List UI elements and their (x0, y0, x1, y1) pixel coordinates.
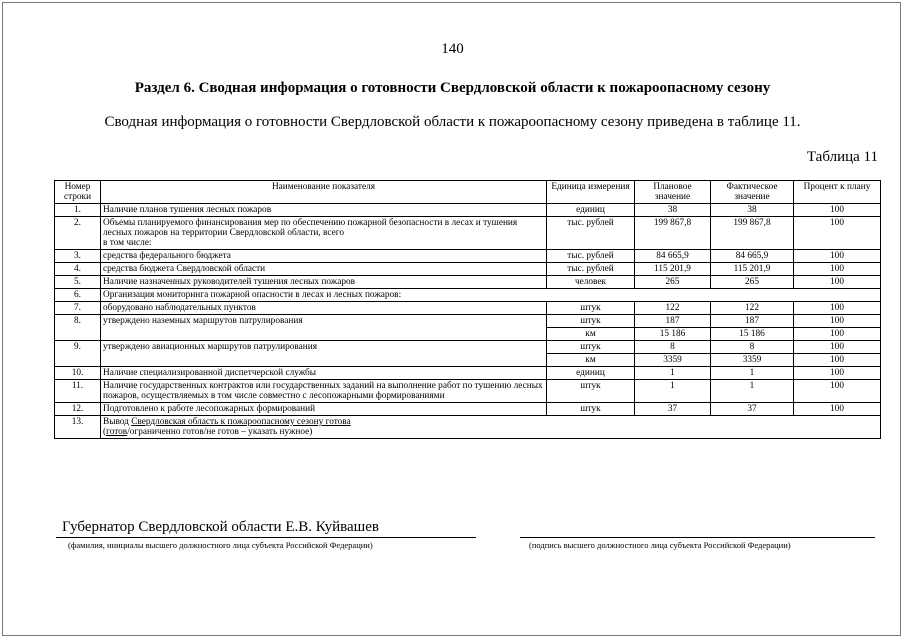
indicator-name: Наличие государственных контрактов или государственных заданий на выполнение работ по тушению лесных пожаров, осуществляемых в том числе совместно с лесопожарными формированиями (101, 380, 547, 403)
row-number: 10. (55, 367, 101, 380)
plan-value: 1 (635, 367, 711, 380)
header-indicator: Наименование показателя (101, 181, 547, 204)
plan-value: 3359 (635, 354, 711, 367)
unit-cell: тыс. рублей (547, 263, 635, 276)
header-plan: Плановое значение (635, 181, 711, 204)
table-row (55, 250, 881, 263)
row-number: 8. (55, 315, 101, 341)
table-header-row (55, 181, 881, 204)
row-number: 7. (55, 302, 101, 315)
plan-value: 122 (635, 302, 711, 315)
row-number: 6. (55, 289, 101, 302)
conclusion-cell (101, 416, 881, 439)
row-number: 2. (55, 217, 101, 250)
intro-paragraph: Сводная информация о готовности Свердловской области к пожароопасному сезону приведена в таблице 11. (104, 114, 801, 130)
fact-value: 1 (711, 367, 794, 380)
percent-value: 100 (794, 217, 881, 250)
fact-value: 1 (711, 380, 794, 403)
fact-value: 187 (711, 315, 794, 328)
table-row (55, 263, 881, 276)
unit-cell: человек (547, 276, 635, 289)
summary-table (54, 180, 881, 439)
table-row (55, 302, 881, 315)
table-row (55, 276, 881, 289)
indicator-name: средства федерального бюджета (101, 250, 547, 263)
header-row-number: Номер строки (55, 181, 101, 204)
fact-value: 199 867,8 (711, 217, 794, 250)
unit-cell: штук (547, 315, 635, 328)
plan-value: 265 (635, 276, 711, 289)
indicator-name: средства бюджета Свердловской области (101, 263, 547, 276)
plan-value: 115 201,9 (635, 263, 711, 276)
table-row (55, 380, 881, 403)
percent-value: 100 (794, 302, 881, 315)
table-row (55, 315, 881, 328)
fact-value: 115 201,9 (711, 263, 794, 276)
signature-line (520, 537, 875, 538)
conclusion-prefix: Вывод (103, 417, 129, 427)
unit-cell: тыс. рублей (547, 217, 635, 250)
indicator-name: утверждено авиационных маршрутов патрулирования (101, 341, 547, 367)
percent-value: 100 (794, 341, 881, 354)
unit-cell: штук (547, 341, 635, 354)
signature-caption: (подпись высшего должностного лица субъекта Российской Федерации) (529, 540, 791, 550)
governor-name: Губернатор Свердловской области Е.В. Куйвашев (62, 519, 379, 535)
unit-cell: единиц (547, 367, 635, 380)
indicator-name: Подготовлено к работе лесопожарных формирований (101, 403, 547, 416)
percent-value: 100 (794, 276, 881, 289)
header-percent: Процент к плану (794, 181, 881, 204)
conclusion-option-selected: готов (106, 427, 128, 437)
percent-value: 100 (794, 380, 881, 403)
plan-value: 8 (635, 341, 711, 354)
governor-caption: (фамилия, инициалы высшего должностного лица субъекта Российской Федерации) (68, 540, 373, 550)
table-row (55, 341, 881, 354)
indicator-name: Наличие назначенных руководителей тушения лесных пожаров (101, 276, 547, 289)
indicator-name: утверждено наземных маршрутов патрулирования (101, 315, 547, 341)
page-number: 140 (441, 41, 464, 57)
indicator-name: Наличие специализированной диспетчерской службы (101, 367, 547, 380)
plan-value: 1 (635, 380, 711, 403)
table-row (55, 289, 881, 302)
unit-cell: тыс. рублей (547, 250, 635, 263)
table-row (55, 403, 881, 416)
fact-value: 84 665,9 (711, 250, 794, 263)
fact-value: 15 186 (711, 328, 794, 341)
header-fact: Фактическое значение (711, 181, 794, 204)
fact-value: 3359 (711, 354, 794, 367)
governor-underline (56, 537, 476, 538)
percent-value: 100 (794, 204, 881, 217)
plan-value: 199 867,8 (635, 217, 711, 250)
header-unit: Единица измерения (547, 181, 635, 204)
plan-value: 187 (635, 315, 711, 328)
indicator-name: Организация мониторинга пожарной опасности в лесах и лесных пожаров: (101, 289, 881, 302)
plan-value: 37 (635, 403, 711, 416)
plan-value: 15 186 (635, 328, 711, 341)
percent-value: 100 (794, 354, 881, 367)
percent-value: 100 (794, 263, 881, 276)
percent-value: 100 (794, 403, 881, 416)
table-row (55, 217, 881, 250)
indicator-name (101, 217, 547, 250)
table-row (55, 416, 881, 439)
fact-value: 265 (711, 276, 794, 289)
conclusion-line-1 (103, 417, 878, 427)
percent-value: 100 (794, 250, 881, 263)
unit-cell: штук (547, 403, 635, 416)
indicator-name-text: Объемы планируемого финансирования мер по обеспечению пожарной безопасности в лесах и тушения лесных пожаров на территории Свердловской области, всего (103, 218, 518, 238)
conclusion-line-2: (готов/ограниченно готов/не готов – указать нужное) (103, 427, 313, 437)
percent-value: 100 (794, 367, 881, 380)
table-row (55, 204, 881, 217)
fact-value: 8 (711, 341, 794, 354)
percent-value: 100 (794, 315, 881, 328)
row-number: 9. (55, 341, 101, 367)
table-row (55, 367, 881, 380)
fact-value: 122 (711, 302, 794, 315)
percent-value: 100 (794, 328, 881, 341)
row-number: 11. (55, 380, 101, 403)
conclusion-options-rest: /ограниченно готов/не готов – указать нужное) (127, 427, 313, 437)
row-number: 5. (55, 276, 101, 289)
unit-cell: км (547, 328, 635, 341)
unit-cell: единиц (547, 204, 635, 217)
fact-value: 38 (711, 204, 794, 217)
conclusion-selected: Свердловская область к пожароопасному сезону готова (131, 417, 351, 427)
row-number: 1. (55, 204, 101, 217)
indicator-name: Наличие планов тушения лесных пожаров (101, 204, 547, 217)
indicator-name: оборудовано наблюдательных пунктов (101, 302, 547, 315)
fact-value: 37 (711, 403, 794, 416)
row-number: 12. (55, 403, 101, 416)
row-number: 3. (55, 250, 101, 263)
table-label: Таблица 11 (806, 149, 878, 165)
indicator-name-extra: в том числе: (103, 238, 152, 248)
unit-cell: км (547, 354, 635, 367)
row-number: 13. (55, 416, 101, 439)
plan-value: 84 665,9 (635, 250, 711, 263)
section-title: Раздел 6. Сводная информация о готовности Свердловской области к пожароопасному сезону (134, 80, 771, 96)
unit-cell: штук (547, 302, 635, 315)
row-number: 4. (55, 263, 101, 276)
plan-value: 38 (635, 204, 711, 217)
unit-cell: штук (547, 380, 635, 403)
